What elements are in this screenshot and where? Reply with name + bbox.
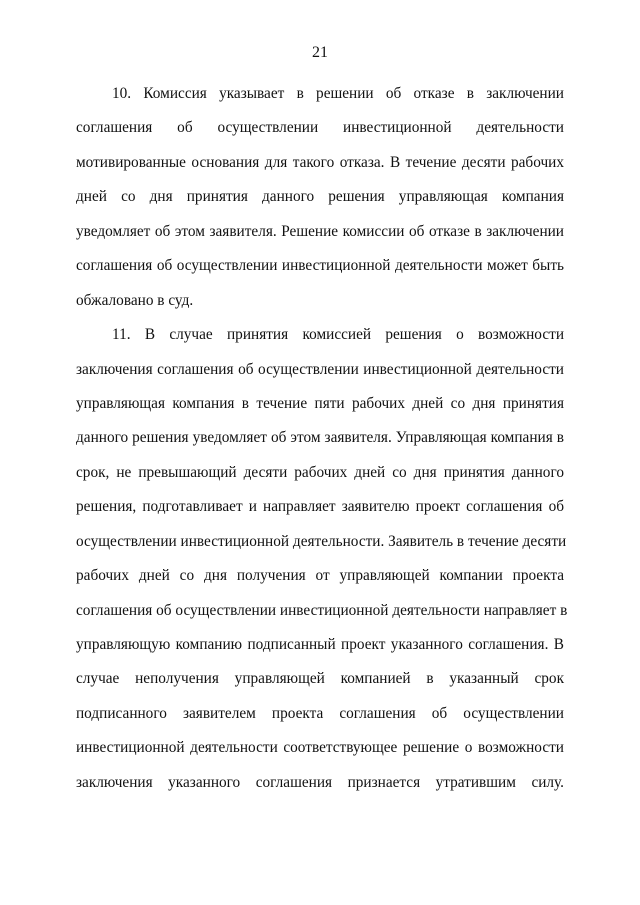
paragraph-line: управляющая компания в течение пяти рабочих дней со дня принятия <box>76 394 564 412</box>
paragraph-11 <box>76 323 568 805</box>
paragraph-line: рабочих дней со дня получения от управляющей компании проекта <box>76 567 564 585</box>
paragraph-line: случае неполучения управляющей компанией в указанный срок <box>76 670 564 688</box>
paragraph-line: дней со дня принятия данного решения управляющая компания <box>76 188 564 206</box>
paragraph-line: соглашения об осуществлении инвестиционной деятельности <box>76 119 564 137</box>
document-body <box>76 82 568 805</box>
paragraph-line: инвестиционной деятельности соответствующее решение о возможности <box>76 739 564 757</box>
paragraph-line: осуществлении инвестиционной деятельности. Заявитель в течение десяти <box>76 532 567 550</box>
paragraph-line: решения, подготавливает и направляет заявителю проект соглашения об <box>76 498 564 516</box>
paragraph-line: соглашения об осуществлении инвестиционной деятельности направляет в <box>76 601 568 619</box>
paragraph-line: подписанного заявителем проекта соглашения об осуществлении <box>76 704 564 722</box>
paragraph-line: 10. Комиссия указывает в решении об отказе в заключении <box>112 85 564 102</box>
paragraph-line: заключения соглашения об осуществлении инвестиционной деятельности <box>76 360 564 378</box>
paragraph-line: заключения указанного соглашения признается утратившим силу. <box>76 773 564 791</box>
paragraph-line: уведомляет об этом заявителя. Решение комиссии об отказе в заключении <box>76 222 564 240</box>
paragraph-line: обжаловано в суд. <box>76 291 194 309</box>
paragraph-10 <box>76 82 564 323</box>
paragraph-line: управляющую компанию подписанный проект указанного соглашения. В <box>76 636 564 653</box>
paragraph-line: данного решения уведомляет об этом заявителя. Управляющая компания в <box>76 429 564 447</box>
paragraph-line: соглашения об осуществлении инвестиционной деятельности может быть <box>76 257 564 275</box>
paragraph-line: 11. В случае принятия комиссией решения о возможности <box>112 326 564 344</box>
page-number: 21 <box>312 44 328 61</box>
paragraph-line: срок, не превышающий десяти рабочих дней со дня принятия данного <box>76 463 564 481</box>
paragraph-line: мотивированные основания для такого отказа. В течение десяти рабочих <box>76 153 564 171</box>
